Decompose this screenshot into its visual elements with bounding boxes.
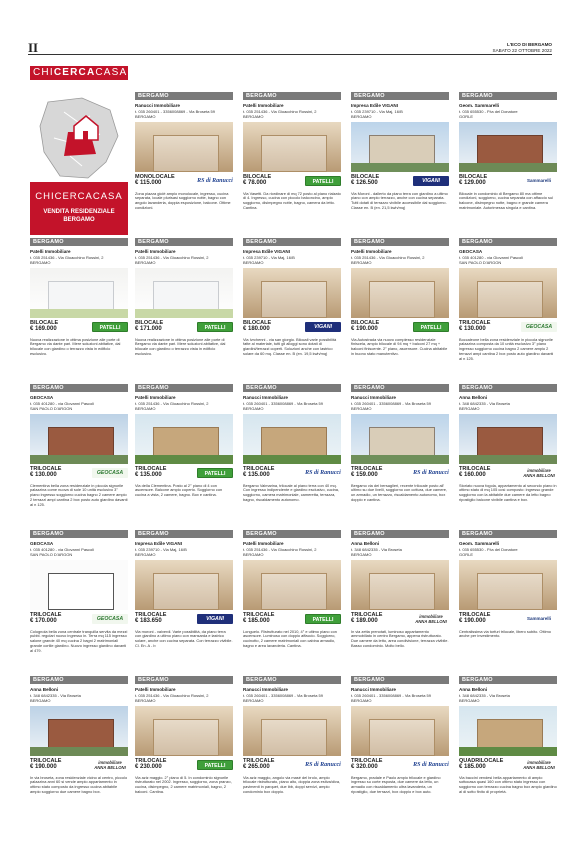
listing-city: BERGAMO (243, 384, 341, 392)
page-number: II (28, 40, 39, 55)
listing-photo[interactable] (459, 122, 557, 172)
listing-city: BERGAMO (30, 530, 128, 538)
listing-description: Via aziz maggio. 2° piano di 5. In condominio signorile ristrutturato nel 2002. Ingresso, soggiorno, zona pranzo, cucina, disimpegno, 2 camere matrimoniali, bagno, 2 balconi. Cantina. (135, 775, 232, 794)
listing-type: TRILOCALE (351, 611, 383, 618)
listing-city: BERGAMO (459, 384, 557, 392)
listing-town: BERGAMO (243, 259, 264, 265)
listing-price: € 159.000 (351, 471, 378, 478)
listing-agency: GEOCASA (459, 249, 483, 254)
listing-agency: Ranucci Immobiliare (243, 395, 288, 400)
listing-description: Via baccini vendesi bella appartamento di ampio sottocasa quasi 160 con ottimo stato ingresso con soggiorno con terrazzo cucina bagno box ampio giardino al di sotto finito di proprietà. (459, 775, 557, 794)
agency-logo: immobiliare ANNA BELLONI (523, 759, 555, 770)
listing-address: t. 035 239710 - Via Maj, 16/B (243, 254, 295, 260)
listing-description: Longuelo. Ristrutturato nel 2010, 4° e ultimo piano con ascensore. Luminoso con doppio affaccio. Soggiorno, cucinotto, 2 camere matrimoniali con cabina armadio, bagno e area lavanderia. Cantina. (243, 629, 337, 648)
listing-card[interactable] (135, 92, 233, 234)
listing-address: t. 035 655530 - P.ta del Donatore (459, 108, 518, 114)
listing-address: t. 035 251436 - Via Gioacchino Rossini, 2 (243, 108, 317, 114)
newspaper-name: L'ECO DI BERGAMO (507, 42, 552, 47)
listing-type: TRILOCALE (459, 465, 491, 472)
listing-agency: Anna Belloni (351, 541, 380, 546)
listing-photo[interactable] (135, 268, 233, 318)
listing-photo[interactable] (243, 706, 341, 756)
listing-photo[interactable] (135, 560, 233, 610)
listing-card[interactable] (351, 384, 449, 526)
listing-agency: Anna Belloni (459, 687, 488, 692)
listing-city: BERGAMO (135, 384, 233, 392)
agency-logo: RS di Ranucci (413, 469, 449, 476)
listing-description: Colognola bella zona centrale tranquilla servita da mezzi pubbl. regolari nuovo ingresso in. Terra mq 115 ingresso salone grande 40 mq cucina 2 bagni 2 matrimoniali grande cortile giardino. Nuovo ingresso giardino davanti al 479. (30, 629, 128, 653)
listing-agency: Patelli Immobiliare (135, 249, 176, 254)
listing-address: t. 348 6842335 - Via Broseta (30, 692, 81, 698)
listing-price: € 320.000 (351, 763, 378, 770)
listing-type: TRILOCALE (30, 465, 62, 472)
agency-logo: PATELLI (413, 322, 449, 332)
listing-card[interactable] (135, 238, 233, 380)
listing-address: t. 035 260401 - 3356008869 - Via Broseta 59 (351, 692, 431, 698)
listing-agency: Patelli Immobiliare (135, 395, 176, 400)
listing-agency: Geom. Sammarelli (459, 541, 500, 546)
province-map-icon (30, 92, 128, 184)
listing-price: € 169.000 (30, 325, 57, 332)
listing-agency: Impresa Edile VIGANI (135, 541, 182, 546)
agency-logo: RS di Ranucci (305, 469, 341, 476)
listing-town: BERGAMO (351, 113, 372, 119)
listing-address: t. 348 6842335 - Via Broseta (459, 400, 510, 406)
listing-address: t. 035 655530 - P.ta del Donatore (459, 546, 518, 552)
listing-city: BERGAMO (351, 530, 449, 538)
agency-logo: PATELLI (197, 760, 233, 770)
promo-box (30, 92, 128, 235)
listing-agency: Anna Belloni (459, 395, 488, 400)
agency-logo: PATELLI (197, 468, 233, 478)
agency-logo: Sammarelli (526, 615, 551, 621)
listing-address: t. 035 251436 - Via Gioacchino Rossini, 2 (135, 254, 209, 260)
listing-agency: Patelli Immobiliare (351, 249, 392, 254)
listing-town: BERGAMO (243, 697, 264, 703)
listing-address: t. 035 401280 - via Giovanni Pascoli (30, 400, 95, 406)
agency-logo: RS di Ranucci (197, 177, 233, 184)
listing-type: TRILOCALE (459, 611, 491, 618)
listing-price: € 115.000 (135, 179, 162, 186)
listing-agency: Patelli Immobiliare (243, 541, 284, 546)
listing-price: € 130.000 (30, 471, 57, 478)
listing-agency: Patelli Immobiliare (30, 249, 71, 254)
listing-card[interactable] (30, 676, 128, 818)
listing-card[interactable] (459, 238, 557, 380)
listing-photo[interactable] (351, 706, 449, 756)
listing-address: t. 035 260401 - 3356008869 - Via Broseta 59 (135, 108, 215, 114)
brand-part-3: CASA (95, 67, 128, 78)
listing-city: BERGAMO (30, 676, 128, 684)
listing-description: Storiato nuova fogola, appartamento al secondo piano in ottimo stato di mq 105 così composto: ingresso grande soggiorno con la abitabile due camere da letto bagno ripostiglio balcone vivibile cantina e box. (459, 483, 557, 502)
listing-price: € 135.000 (243, 471, 270, 478)
listing-town: SAN PAOLO D'ARGON (30, 405, 73, 411)
listing-photo[interactable] (30, 268, 128, 318)
listing-agency: GEOCASA (30, 395, 54, 400)
listing-description: Centralissima via torfuri trilocale, libero subito. Ottimo anche per investimento. (459, 629, 551, 639)
listing-town: BERGAMO (135, 113, 156, 119)
agency-logo: RS di Ranucci (305, 761, 341, 768)
promo-line-1: VENDITA RESIDENZIALE (43, 209, 115, 215)
listing-address: t. 035 251436 - Via Gioacchino Rossini, 2 (135, 692, 209, 698)
listing-type: TRILOCALE (351, 465, 383, 472)
listing-agency: Geom. Sammarelli (459, 103, 500, 108)
listing-photo[interactable] (351, 560, 449, 610)
listing-type: BILOCALE (351, 173, 380, 180)
listing-type: TRILOCALE (243, 465, 275, 472)
listing-price: € 129.000 (459, 179, 486, 186)
listing-type: BILOCALE (459, 173, 488, 180)
listing-description: In via zetta prenotati, luminoso appartamento ammobiliato in centro Bergamo, appena ristrutturato. Due camere da letto, area condivisione, terrazza vivibile. Basso condominio. Molto bello. (351, 629, 449, 648)
listing-agency: Patelli Immobiliare (135, 687, 176, 692)
listing-photo[interactable] (243, 560, 341, 610)
listing-type: TRILOCALE (243, 611, 275, 618)
listing-description: Nuova realizzazione in ottima posizione alle porte di Bergamo via dante pari. Mere soluzioni abitative, dal bilocale con giardino o terrazzo vista in edificio esclusivo. (135, 337, 226, 356)
listing-type: TRILOCALE (351, 757, 383, 764)
listing-city: BERGAMO (459, 676, 557, 684)
listing-town: BERGAMO (135, 405, 156, 411)
listing-town: BERGAMO (459, 405, 480, 411)
listing-city: BERGAMO (243, 676, 341, 684)
listing-description: Zona piazza giolè ampio monolocale, ingresso, cucina separata, locale plurisasi soggiorno notte, bagno con angolo lavanderia, doppia esposizione, balcone. Ottime condizioni. (135, 191, 231, 210)
listing-price: € 180.000 (243, 325, 270, 332)
listing-card[interactable] (351, 530, 449, 672)
listing-town: BERGAMO (351, 551, 372, 557)
listing-price: € 160.000 (459, 471, 486, 478)
listing-price: € 190.000 (351, 325, 378, 332)
section-brand (30, 66, 128, 80)
listing-card[interactable] (30, 530, 128, 672)
listing-description: Bergamo Valmarina, trilocale al piano terra con 40 mq. Con ingresso indipendente e giardino esclusivo, cucina, soggiorno, camera matrimoniale, cameretta, terrazza, bagno, riscaldamento autonomo. (243, 483, 340, 502)
listing-photo[interactable] (459, 706, 557, 756)
listing-city: BERGAMO (351, 238, 449, 246)
listing-city: BERGAMO (459, 530, 557, 538)
listing-photo[interactable] (243, 414, 341, 464)
listing-card[interactable] (459, 530, 557, 672)
listing-city: BERGAMO (30, 384, 128, 392)
listing-agency: Impresa Edile VIGANI (243, 249, 290, 254)
listing-type: BILOCALE (30, 319, 59, 326)
agency-logo: GEOCASA (521, 322, 557, 332)
listing-city: BERGAMO (351, 676, 449, 684)
agency-logo: VIGANI (305, 322, 341, 332)
promo-subtitle (30, 208, 128, 224)
brand-part-2: CERCA (53, 67, 96, 78)
listing-city: BERGAMO (135, 92, 233, 100)
listing-town: BERGAMO (135, 551, 156, 557)
listing-price: € 265.000 (243, 763, 270, 770)
listing-type: BILOCALE (351, 319, 380, 326)
listing-card[interactable] (135, 676, 233, 818)
listing-address: t. 035 401280 - via Giovanni Pascoli (459, 254, 524, 260)
listing-photo[interactable] (351, 122, 449, 172)
listing-agency: Patelli Immobiliare (243, 103, 284, 108)
listing-address: t. 035 251436 - Via Gioacchino Rossini, 2 (243, 546, 317, 552)
listing-card[interactable] (351, 238, 449, 380)
listing-address: t. 035 260401 - 3356008869 - Via Broseta 59 (351, 400, 431, 406)
listing-agency: GEOCASA (30, 541, 54, 546)
listing-photo[interactable] (243, 122, 341, 172)
listing-card[interactable] (243, 238, 341, 380)
listing-city: BERGAMO (459, 238, 557, 246)
listing-description: Bergamo, pradale e Paolo ampio trilocale e giardino ingresso su corte esposta, due camere da letto, un armadio con riscaldamento ultra lavanderia, un ripostiglio, due terrazzi, box doppio e box auto. (351, 775, 441, 794)
listing-town: BERGAMO (351, 259, 372, 265)
listing-price: € 185.000 (243, 617, 270, 624)
promo-line-2: BERGAMO (63, 217, 95, 223)
listing-description: Via Autostrada via nuovo complesso residenziale finiscela, ampio bilocale di 94 mq + balconi 27 mq + balconi finiscente. 2° piano, ascensore. Cucina abitabile in buono stato manutentivo. (351, 337, 448, 356)
issue-date: SABATO 22 OTTOBRE 2022 (492, 47, 552, 53)
promo-brand: CHICERCACASA (35, 191, 123, 202)
listing-card[interactable] (135, 530, 233, 672)
listing-photo[interactable] (135, 122, 233, 172)
masthead-rule (28, 54, 552, 55)
listing-card[interactable] (243, 384, 341, 526)
listing-city: BERGAMO (243, 92, 341, 100)
agency-logo: RS di Ranucci (413, 761, 449, 768)
listing-town: BERGAMO (459, 697, 480, 703)
listing-photo[interactable] (30, 560, 128, 610)
listing-card[interactable] (459, 384, 557, 526)
listing-description: Bilocale in condominio di Bergamo 80 ma ottime condizioni, soggiorno, cucina separata con affaccio sul balcone, disimpegno notte, bagno e grande camera matrimoniale. Autorimessa singola e cantina. (459, 191, 554, 210)
listing-photo[interactable] (459, 268, 557, 318)
agency-logo: immobiliare ANNA BELLONI (523, 467, 555, 478)
listing-photo[interactable] (351, 414, 449, 464)
listing-card[interactable] (459, 676, 557, 818)
listing-address: t. 035 239710 - Via Maj, 16/B (351, 108, 403, 114)
agency-logo: PATELLI (92, 322, 128, 332)
listing-price: € 170.000 (30, 617, 57, 624)
listing-city: BERGAMO (30, 238, 128, 246)
agency-logo: PATELLI (197, 322, 233, 332)
listing-description: Via aziz maggio, angolo via masé del brolo, ampio trilocale ristrutturato, piano alto, doppia zona estiva/diva, pavimenti in parquet, due ibb, doppi servizi, ampio condominio box doppio. (243, 775, 341, 794)
listing-type: QUADRILOCALE (459, 757, 504, 764)
listing-town: BERGAMO (243, 113, 264, 119)
listing-agency: Impresa Edile VIGANI (351, 103, 398, 108)
listing-town: BERGAMO (135, 259, 156, 265)
listing-description: Via Ivrchenni - via san giorgio. Bilocali varie possibilità fatte al materiale, tutti gli alloggi sono dotati di giardini/terrazzi coperti. Soluzioni anche con lastrico solare da 60 mq. Classe en. B (en. 19,5 kwh/mq) (243, 337, 337, 356)
listing-town: SAN PAOLO D'ARGON (459, 259, 502, 265)
listing-description: Boccaleone bella zona residenziale in piccola signorile palazzina composta da 10 unità esclusivo 3° piano ingresso soggiorno cucina bagno 2 camere ampio 2 terrazzi ampi cantina 2 box posto auto giardino davanti al n 125. (459, 337, 554, 361)
listing-description: Via Vasetti. Da riordinare di mq 72 posto al piano rialzato di 4. Ingresso, cucina con piccolo balconcino, ampio soggiorno, disimpegno notte, bagno, camera da letto. Cantina. (243, 191, 341, 210)
listing-town: BERGAMO (351, 405, 372, 411)
agency-logo: Sammarelli (526, 177, 551, 183)
listing-price: € 190.000 (30, 763, 57, 770)
listing-town: BERGAMO (135, 697, 156, 703)
listing-price: € 189.000 (351, 617, 378, 624)
listing-address: t. 348 6842335 - Via Broseta (351, 546, 402, 552)
listing-type: TRILOCALE (30, 611, 62, 618)
listing-photo[interactable] (30, 706, 128, 756)
listing-address: t. 035 401280 - via Giovanni Pascoli (30, 546, 95, 552)
listing-type: TRILOCALE (30, 757, 62, 764)
listing-price: € 190.000 (459, 617, 486, 624)
listing-photo[interactable] (459, 414, 557, 464)
agency-logo: GEOCASA (92, 468, 128, 478)
listing-card[interactable] (135, 384, 233, 526)
listing-type: TRILOCALE (135, 465, 167, 472)
listing-town: BERGAMO (30, 259, 51, 265)
listing-address: t. 035 251436 - Via Gioacchino Rossini, 2 (30, 254, 104, 260)
listing-type: TRILOCALE (135, 757, 167, 764)
listing-city: BERGAMO (135, 530, 233, 538)
listing-city: BERGAMO (135, 676, 233, 684)
listing-card[interactable] (351, 92, 449, 234)
listing-type: BILOCALE (243, 173, 272, 180)
listing-town: BERGAMO (243, 551, 264, 557)
listing-description: Via della Clementina. Posto al 2° piano di 4 con ascensore. Balcone ampio coperto. Soggiorno con cucina a vista, 2 camere, bagno. Box e cantina. (135, 483, 223, 498)
listing-agency: Ranucci Immobiliare (135, 103, 180, 108)
listing-card[interactable] (243, 530, 341, 672)
agency-logo: VIGANI (413, 176, 449, 186)
listing-price: € 130.000 (459, 325, 486, 332)
listing-town: BERGAMO (351, 697, 372, 703)
listing-agency: Ranucci Immobiliare (351, 687, 396, 692)
listing-photo[interactable] (30, 414, 128, 464)
listing-price: € 185.000 (459, 763, 486, 770)
masthead (493, 42, 553, 53)
listing-city: BERGAMO (243, 238, 341, 246)
listing-photo[interactable] (459, 560, 557, 610)
listing-agency: Anna Belloni (30, 687, 59, 692)
agency-logo: immobiliare ANNA BELLONI (415, 613, 447, 624)
listing-price: € 126.500 (351, 179, 378, 186)
promo-band (30, 182, 128, 235)
listing-type: TRILOCALE (243, 757, 275, 764)
agency-logo: PATELLI (305, 176, 341, 186)
listing-address: t. 035 260401 - 3356008869 - Via Broseta 59 (243, 692, 323, 698)
listing-type: BILOCALE (135, 319, 164, 326)
agency-logo: GEOCASA (92, 614, 128, 624)
listing-description: Bergamo via dei bersaglieri, recente trilocale posto all' ultimo su due livelli, soggiorno con cottura, due camere, un armadio, un terrazzo, riscaldamento autonomo, box doppio e cantina. (351, 483, 448, 502)
listing-type: TRILOCALE (135, 611, 167, 618)
listing-description: Clementina bella zona residenziale in piccola signorile palazzina come nuova di sole 10 unità esclusivo 3° piano ingresso soggiorno cucina bagno 2 camere ampio 2 terrazzi ampi cantina 2 box posto auto giardino davanti al n 125. (30, 483, 128, 507)
listing-address: t. 035 251436 - Via Gioacchino Rossini, 2 (135, 400, 209, 406)
listing-photo[interactable] (135, 706, 233, 756)
listing-town: BERGAMO (30, 697, 51, 703)
listing-town: GORLE (459, 551, 474, 557)
listing-address: t. 348 6842335 - Via Broseta (459, 692, 510, 698)
listing-type: TRILOCALE (459, 319, 491, 326)
listing-description: Via moroni - valverdi. Varie possibilità, da piano terra con giardino a ultimo piano con mansarda e lastrico solare, anche con cucina separata. Con terrazzo vivibile. Cl. En. A - b (135, 629, 233, 648)
listing-photo[interactable] (135, 414, 233, 464)
listing-photo[interactable] (351, 268, 449, 318)
listing-card[interactable] (243, 92, 341, 234)
listing-type: BILOCALE (243, 319, 272, 326)
listing-photo[interactable] (243, 268, 341, 318)
listing-city: BERGAMO (351, 92, 449, 100)
listing-address: t. 035 260401 - 3356008869 - Via Broseta 59 (243, 400, 323, 406)
agency-logo: VIGANI (197, 614, 233, 624)
listing-city: BERGAMO (135, 238, 233, 246)
listing-price: € 171.000 (135, 325, 162, 332)
listing-agency: Ranucci Immobiliare (351, 395, 396, 400)
listing-card[interactable] (30, 384, 128, 526)
agency-logo: immobiliare ANNA BELLONI (94, 759, 126, 770)
listing-card[interactable] (351, 676, 449, 818)
listing-type: MONOLOCALE (135, 173, 175, 180)
listing-address: t. 035 251436 - Via Gioacchino Rossini, 2 (351, 254, 425, 260)
listing-agency: Ranucci Immobiliare (243, 687, 288, 692)
listing-city: BERGAMO (351, 384, 449, 392)
listing-price: € 135.000 (135, 471, 162, 478)
listing-price: € 230.000 (135, 763, 162, 770)
brand-part-1: CHI (33, 67, 54, 78)
listing-card[interactable] (243, 676, 341, 818)
agency-logo: PATELLI (305, 614, 341, 624)
listing-card[interactable] (459, 92, 557, 234)
listing-city: BERGAMO (459, 92, 557, 100)
listing-description: Nuova realizzazione in ottima posizione alle porte di Bergamo via dante pari. Mere soluzioni abitative, dal bilocale con giardino o terrazzo vista in edificio esclusivo. (30, 337, 121, 356)
listing-town: SAN PAOLO D'ARGON (30, 551, 73, 557)
listing-description: In via broseta, zona residenziale vicino al centro, piccolo palazzina anni 60 si vende ampio appartamento in ottimo stato composto da ingresso cucina abitabile ampio soggiorno due camere bagno box. (30, 775, 128, 794)
listing-card[interactable] (30, 238, 128, 380)
listing-town: BERGAMO (243, 405, 264, 411)
listing-town: GORLE (459, 113, 474, 119)
listing-price: € 183.650 (135, 617, 162, 624)
listing-description: Via Moroni - dallerto da piano terra con giardino a ultimo piano con ampio terrazzo, anche con cucina separata. Tutti dotati di terrazzo vivibile accessibile dal soggiorno. Classe en. B (en. 21,5 kwh/mq) (351, 191, 448, 210)
listing-city: BERGAMO (243, 530, 341, 538)
listing-price: € 78.000 (243, 179, 267, 186)
listing-address: t. 035 239710 - Via Maj, 16/B (135, 546, 187, 552)
